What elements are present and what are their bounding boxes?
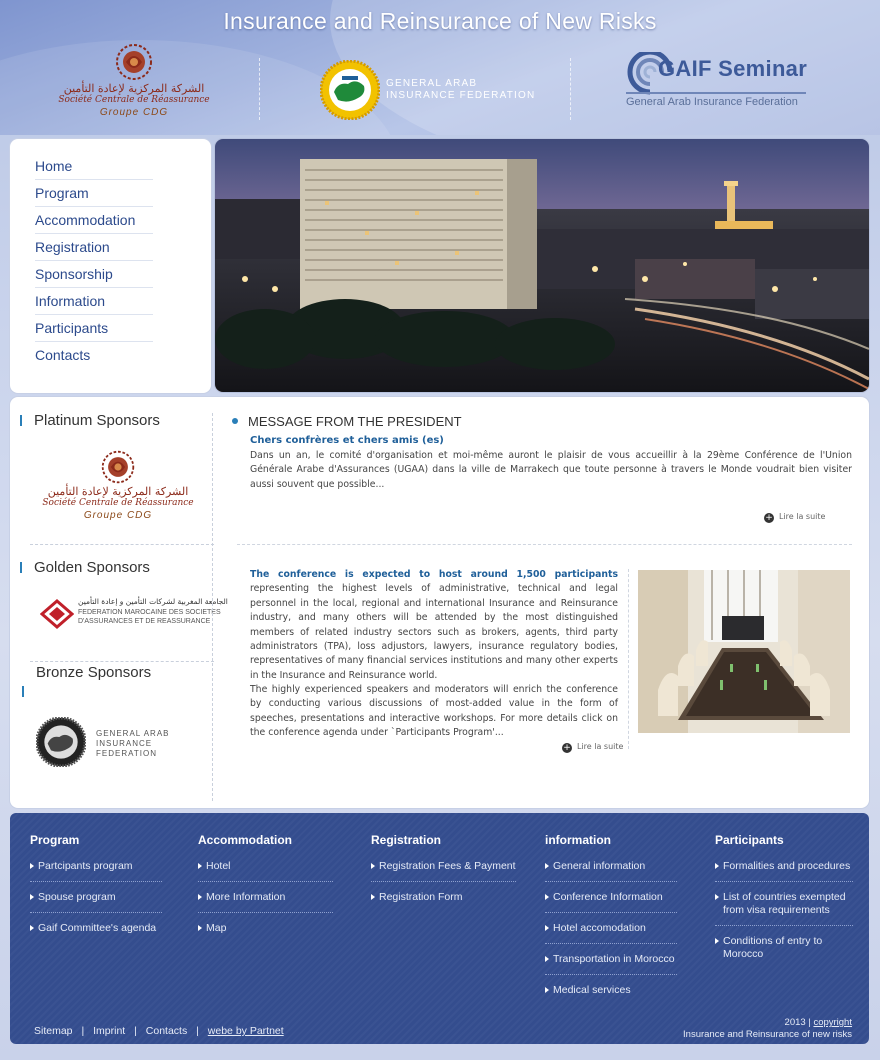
link-separator: | <box>808 1017 811 1028</box>
footer-col-title: Participants <box>715 833 784 847</box>
gaif-seal-icon <box>36 717 86 767</box>
footer-link[interactable]: Gaif Committee's agenda <box>30 922 162 943</box>
link-separator: | <box>81 1025 85 1037</box>
nav-link-contacts[interactable]: Contacts <box>35 347 91 363</box>
golden-title: Golden Sponsors <box>34 559 150 576</box>
nav-item-sponsorship[interactable] <box>35 261 153 288</box>
fmsar-arabic-name: الجامعة المغربية لشركات التأمين و إعادة التأمين <box>78 597 228 606</box>
conference-read-more-link[interactable] <box>562 742 623 753</box>
bronze-heading <box>20 664 151 681</box>
gaif-logo[interactable] <box>320 60 540 120</box>
nav-link-sponsorship[interactable]: Sponsorship <box>35 266 113 282</box>
golden-sponsor-fmsar-logo[interactable] <box>40 597 228 631</box>
sponsors-column <box>20 397 228 802</box>
header-divider <box>570 58 571 120</box>
nav-item-accommodation[interactable] <box>35 207 153 234</box>
footer-link[interactable]: More Information <box>198 891 333 913</box>
meeting-room-image <box>638 570 850 733</box>
nav-link-home[interactable]: Home <box>35 158 73 174</box>
main-content <box>10 397 869 808</box>
conference-body-1: representing the highest levels of administrative, technical and legal personnel in the local, regional and international Insurance and Reinsurance industry, and many others will be attended by the most distinguished members of related industry sectors such as brokers, agents, third party administrators (TPA), loss adjustors, lawyers, insurance regulatory bodies, representatives of many financial services institutions and many other experts in the Insurance and Reinsurance world. <box>250 583 618 681</box>
gaif-name-line1: GENERAL ARAB <box>96 729 170 738</box>
footer-col-title: Registration <box>371 833 442 847</box>
golden-heading <box>20 559 150 576</box>
nav-item-registration[interactable] <box>35 234 153 261</box>
scr-french-name: Société Centrale de Réassurance <box>42 498 194 508</box>
fmsar-name-line1: FEDERATION MAROCAINE DES SOCIETES <box>78 609 221 616</box>
bronze-heading-bar <box>22 686 24 697</box>
nav-list <box>35 153 153 369</box>
footer-link[interactable]: Registration Form <box>371 891 516 912</box>
plus-circle-icon: + <box>765 513 773 523</box>
scr-group-name: Groupe CDG <box>99 107 169 118</box>
nav-item-home[interactable] <box>35 153 153 180</box>
president-message-heading <box>232 414 462 429</box>
read-more-label: Lire la suite <box>779 512 826 521</box>
nav-link-accommodation[interactable]: Accommodation <box>35 212 136 228</box>
hero-hotel-photo <box>215 139 869 392</box>
message-greeting: Chers confrères et chers amis (es) <box>250 435 444 446</box>
column-divider <box>212 413 213 801</box>
gaif-name-line1: GENERAL ARAB <box>386 78 478 89</box>
scr-french-name: Société Centrale de Réassurance <box>58 95 210 105</box>
site-footer <box>10 813 869 1044</box>
message-heading-text: MESSAGE FROM THE PRESIDENT <box>248 414 462 429</box>
imprint-link[interactable]: Imprint <box>93 1025 126 1037</box>
footer-link[interactable]: Partcipants program <box>30 860 162 882</box>
footer-col-title: Accommodation <box>198 833 293 847</box>
footer-link[interactable]: Transportation in Morocco <box>545 953 677 975</box>
footer-link[interactable]: Hotel <box>198 860 333 882</box>
scr-group-name: Groupe CDG <box>83 510 153 521</box>
nav-link-information[interactable]: Information <box>35 293 106 309</box>
copyright-year: 2013 <box>784 1017 806 1028</box>
platinum-sponsor-scr-logo[interactable] <box>42 449 194 522</box>
conference-paragraph-1 <box>250 568 618 683</box>
fmsar-name-line2: D'ASSURANCES ET DE REASSURANCE <box>78 618 211 625</box>
meeting-room-photo <box>638 570 850 733</box>
footer-col-program <box>30 833 162 952</box>
site-header <box>0 0 880 135</box>
nav-item-contacts[interactable] <box>35 342 153 369</box>
bronze-title: Bronze Sponsors <box>36 664 152 681</box>
scr-arabic-name: الشركة المركزية لإعادة التأمين <box>47 485 189 498</box>
seminar-title: GAIF Seminar <box>658 56 808 81</box>
scr-logo[interactable] <box>58 42 210 119</box>
footer-link[interactable]: Hotel accomodation <box>545 922 677 944</box>
footer-col-title: Program <box>30 833 80 847</box>
footer-col-participants <box>715 833 853 978</box>
footer-link[interactable]: Spouse program <box>30 891 162 913</box>
link-separator: | <box>134 1025 137 1037</box>
hotel-dusk-image <box>215 139 869 392</box>
bronze-sponsor-gaif-logo[interactable] <box>36 715 216 769</box>
scr-emblem-icon <box>114 42 154 82</box>
seminar-rule <box>626 92 806 94</box>
footer-link[interactable]: Formalities and procedures <box>715 860 853 882</box>
header-divider <box>259 58 260 120</box>
footer-link[interactable]: Map <box>198 922 333 943</box>
bullet-icon <box>232 418 238 424</box>
footer-link[interactable]: Conference Information <box>545 891 677 913</box>
nav-item-information[interactable] <box>35 288 153 315</box>
footer-link[interactable]: Medical services <box>545 984 677 1005</box>
message-read-more-link[interactable] <box>764 512 825 523</box>
footer-tagline: Insurance and Reinsurance of new risks <box>683 1029 852 1040</box>
conference-lead: The conference is expected to host around 1,500 participants <box>250 569 618 580</box>
nav-link-program[interactable]: Program <box>35 185 89 201</box>
footer-link[interactable]: Registration Fees & Payment <box>371 860 516 882</box>
message-body: Dans un an, le comité d'organisation et moi-même auront le plaisir de vous accueillir à la 29ème Conférence de l'Union Générale Arabe d'Assurances (UGAA) dans la ville de Marrakech que toute personne à travers le Monde voudrait bien visiter aussi souvent que possible... <box>250 450 852 490</box>
footer-link[interactable]: Conditions of entry to Morocco <box>715 935 853 969</box>
fmsar-diamond-icon <box>40 599 74 629</box>
content-divider <box>628 569 629 749</box>
gaif-name-line2: INSURANCE FEDERATION <box>96 739 157 758</box>
footer-copyright <box>683 1017 852 1041</box>
site-title: Insurance and Reinsurance of New Risks <box>223 8 657 34</box>
footer-link[interactable]: General information <box>545 860 677 882</box>
platinum-heading <box>20 412 160 429</box>
nav-link-registration[interactable]: Registration <box>35 239 110 255</box>
gaif-seminar-logo[interactable] <box>624 52 824 118</box>
platinum-title: Platinum Sponsors <box>34 412 160 429</box>
nav-link-participants[interactable]: Participants <box>35 320 109 336</box>
sitemap-link[interactable]: Sitemap <box>34 1025 73 1037</box>
gaif-seal-icon <box>320 60 380 120</box>
sponsor-divider <box>30 544 214 545</box>
read-more-label: Lire la suite <box>577 742 624 751</box>
link-separator: | <box>196 1025 199 1037</box>
section-divider <box>237 544 852 545</box>
gaif-name-line2: INSURANCE FEDERATION <box>386 90 536 101</box>
sponsor-divider <box>30 661 214 662</box>
footer-col-registration <box>371 833 516 921</box>
plus-circle-icon: + <box>563 743 571 753</box>
footer-col-title: information <box>545 833 611 847</box>
nav-item-participants[interactable] <box>35 315 153 342</box>
nav-item-program[interactable] <box>35 180 153 207</box>
conference-paragraph-2: The highly experienced speakers and moderators will enrich the conference by conducting various discussions of most-added value in the form of speeches, presentations and interactive workshops. For more details click on the conference agenda under `Participants Program'... <box>250 684 618 739</box>
footer-bottom-links <box>34 1025 290 1037</box>
footer-col-information <box>545 833 677 1014</box>
scr-emblem-icon <box>100 449 136 485</box>
footer-link[interactable]: List of countries exempted from visa requirements <box>715 891 853 926</box>
contacts-link[interactable]: Contacts <box>145 1025 188 1037</box>
main-navigation <box>10 139 211 393</box>
seminar-subtitle: General Arab Insurance Federation <box>626 96 798 108</box>
footer-col-accommodation <box>198 833 333 952</box>
copyright-link[interactable]: copyright <box>813 1017 852 1028</box>
scr-arabic-name: الشركة المركزية لإعادة التأمين <box>63 82 205 95</box>
credit-link[interactable]: webe by Partnet <box>207 1025 284 1037</box>
